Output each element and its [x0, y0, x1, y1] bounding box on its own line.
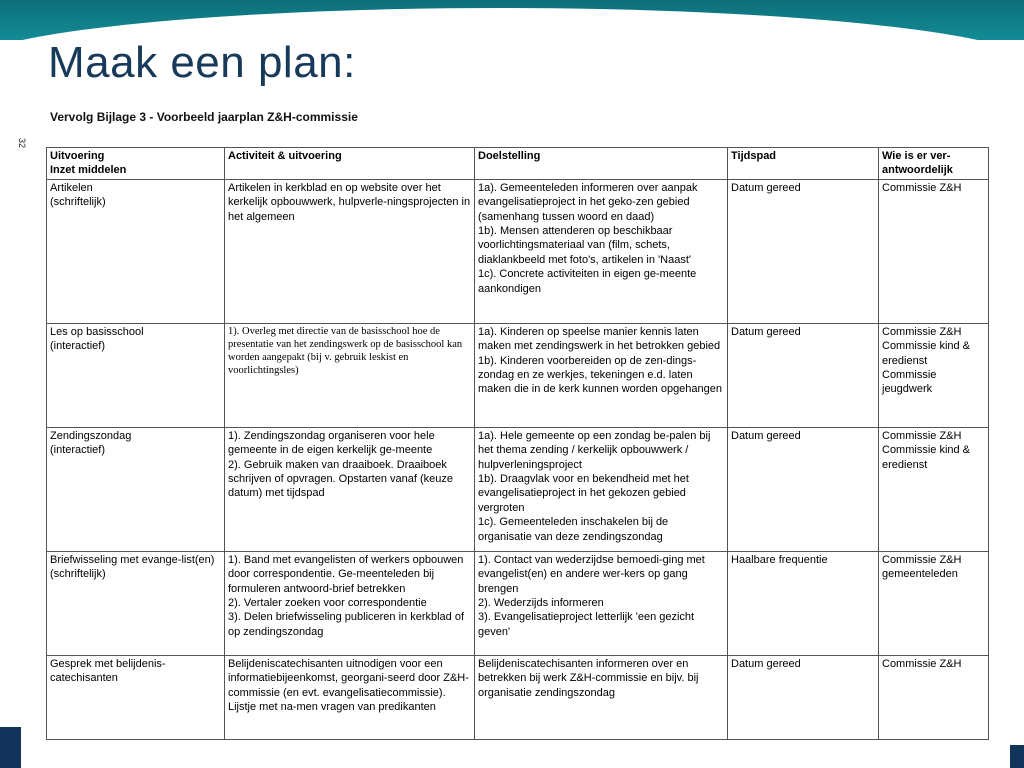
- table-row: [47, 323, 989, 427]
- plan-table: [46, 147, 989, 740]
- page-number: 32: [17, 138, 27, 149]
- cell-activiteit: Artikelen in kerkblad en op website over het kerkelijk opbouwwerk, hulpverle-ningsprojecten in het algemeen: [225, 179, 475, 323]
- cell-verantwoordelijk: Commissie Z&H Commissie kind & eredienst: [879, 427, 989, 551]
- cell-doelstelling: 1a). Kinderen op speelse manier kennis laten maken met zendingswerk in het betrokken gebied 1b). Kinderen voorbereiden op de zen-dings-zondag en ze werkjes, tekeningen e.d. laten maken die in de kerk kunnen worden opgehangen: [475, 323, 728, 427]
- cell-doelstelling: 1). Contact van wederzijdse bemoedi-ging met evangelist(en) en andere wer-kers op gang brengen 2). Wederzijds informeren 3). Evangelisatieproject letterlijk 'een gezicht geven': [475, 551, 728, 655]
- table-header-row: [47, 148, 989, 180]
- header-band: [0, 0, 1024, 40]
- header-tijdspad: Tijdspad: [728, 148, 879, 180]
- header-activiteit: Activiteit & uitvoering: [225, 148, 475, 180]
- document-subtitle: Vervolg Bijlage 3 - Voorbeeld jaarplan Z&H-commissie: [50, 110, 358, 124]
- cell-uitvoering: Gesprek met belijdenis-catechisanten: [47, 655, 225, 739]
- header-uitvoering: Uitvoering Inzet middelen: [47, 148, 225, 180]
- slide-title: Maak een plan:: [48, 38, 356, 87]
- cell-verantwoordelijk: Commissie Z&H gemeenteleden: [879, 551, 989, 655]
- cell-activiteit: 1). Overleg met directie van de basisschool hoe de presentatie van het zendingswerk op de basisschool kan worden aangepakt (bij v. gebruik leskist en voorlichtingsles): [225, 323, 475, 427]
- left-accent-bar: [0, 727, 21, 768]
- cell-doelstelling: Belijdeniscatechisanten informeren over en betrekken bij werk Z&H-commissie en bijv. bij organisatie zendingszondag: [475, 655, 728, 739]
- cell-tijdspad: Datum gereed: [728, 655, 879, 739]
- cell-verantwoordelijk: Commissie Z&H: [879, 179, 989, 323]
- table-row: [47, 179, 989, 323]
- cell-uitvoering: Artikelen (schriftelijk): [47, 179, 225, 323]
- cell-uitvoering: Briefwisseling met evange-list(en) (schriftelijk): [47, 551, 225, 655]
- right-accent-bar: [1010, 745, 1024, 768]
- cell-tijdspad: Datum gereed: [728, 323, 879, 427]
- header-verantwoordelijk: Wie is er ver- antwoordelijk: [879, 148, 989, 180]
- table-row: [47, 427, 989, 551]
- cell-activiteit: 1). Band met evangelisten of werkers opbouwen door correspondentie. Ge-meenteleden bij formuleren antwoord-brief betrekken 2). Vertaler zoeken voor correspondentie 3). Delen briefwisseling publiceren in kerkblad of op zendingszondag: [225, 551, 475, 655]
- header-doelstelling: Doelstelling: [475, 148, 728, 180]
- cell-doelstelling: 1a). Hele gemeente op een zondag be-palen bij het thema zending / kerkelijk opbouwwerk / hulpverleningsproject 1b). Draagvlak voor en bekendheid met het evangelisatieproject in het gekozen gebied vergroten 1c). Gemeenteleden inschakelen bij de organisatie van deze zendingszondag: [475, 427, 728, 551]
- cell-uitvoering: Zendingszondag (interactief): [47, 427, 225, 551]
- table-row: [47, 551, 989, 655]
- cell-verantwoordelijk: Commissie Z&H Commissie kind & eredienst Commissie jeugdwerk: [879, 323, 989, 427]
- cell-tijdspad: Datum gereed: [728, 427, 879, 551]
- cell-tijdspad: Haalbare frequentie: [728, 551, 879, 655]
- table-row: [47, 655, 989, 739]
- cell-doelstelling: 1a). Gemeenteleden informeren over aanpak evangelisatieproject in het geko-zen gebied (samenhang tussen woord en daad) 1b). Mensen attenderen op beschikbaar voorlichtingsmateriaal van (film, schets, diaklankbeeld met foto's, artikelen in 'Naast' 1c). Concrete activiteiten in eigen ge-meente aankondigen: [475, 179, 728, 323]
- cell-activiteit: 1). Zendingszondag organiseren voor hele gemeente in de eigen kerkelijk ge-meente 2). Gebruik maken van draaiboek. Draaiboek schrijven of opvragen. Opstarten vanaf (keuze datum) met tijdspad: [225, 427, 475, 551]
- cell-verantwoordelijk: Commissie Z&H: [879, 655, 989, 739]
- cell-uitvoering: Les op basisschool (interactief): [47, 323, 225, 427]
- cell-activiteit: Belijdeniscatechisanten uitnodigen voor een informatiebijeenkomst, georgani-seerd door Z&H-commissie (en evt. evangelisatiecommissie). Lijstje met na-men vragen van predikanten: [225, 655, 475, 739]
- cell-tijdspad: Datum gereed: [728, 179, 879, 323]
